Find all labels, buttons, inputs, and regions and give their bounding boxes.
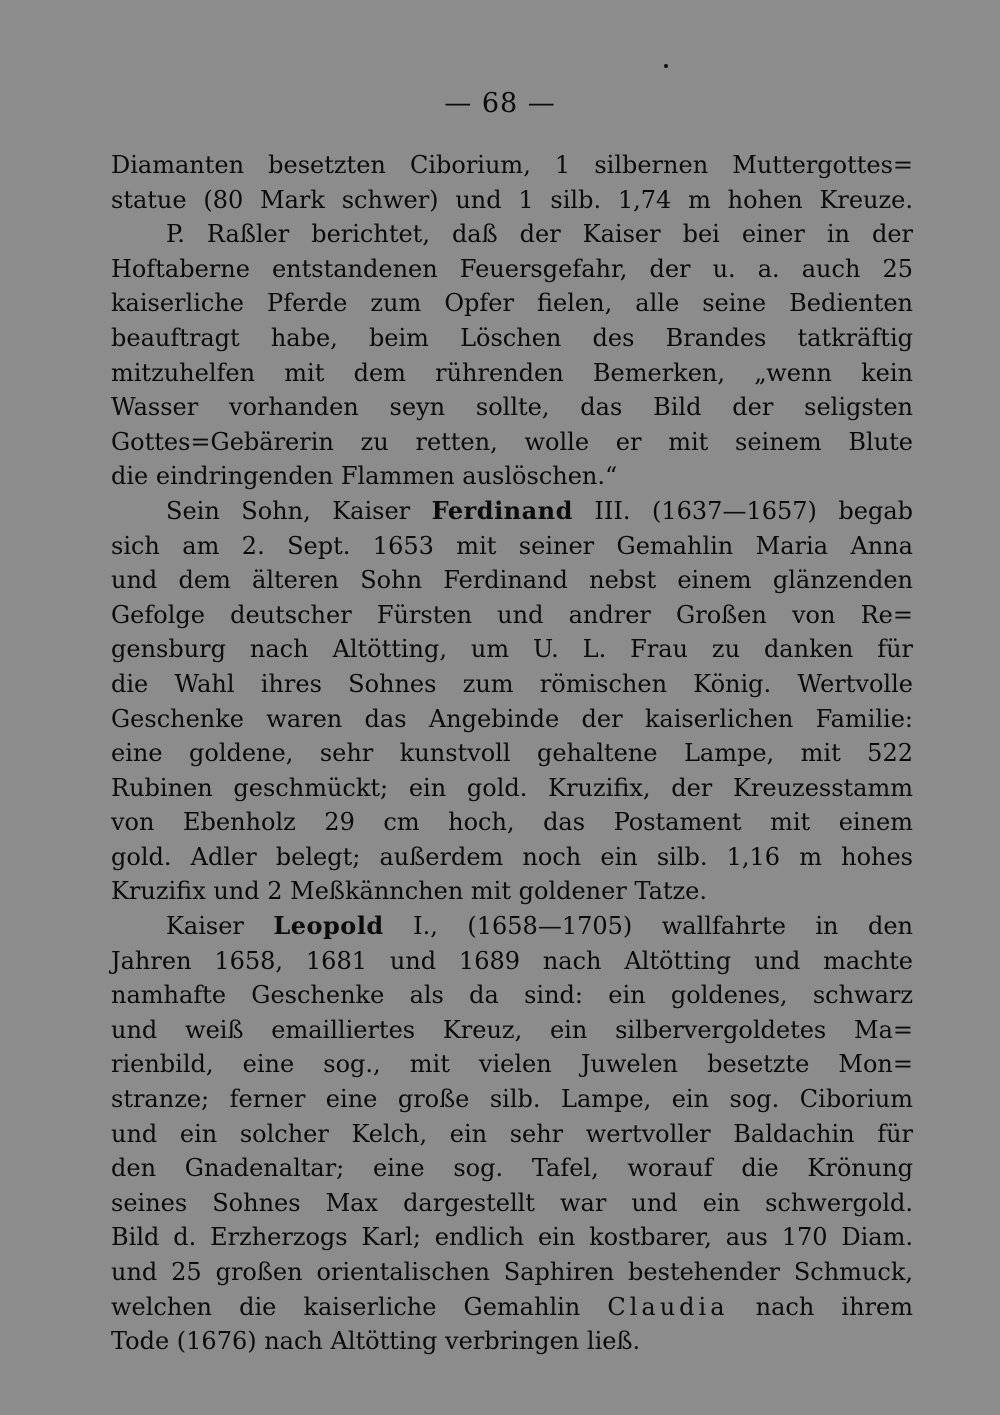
print-speck — [664, 64, 668, 68]
text-line: und dem älteren Sohn Ferdinand nebst einem glänzenden — [111, 566, 913, 595]
text-line: beauftragt habe, beim Löschen des Brandes tatkräftig — [111, 323, 913, 352]
page-number: — 68 — — [444, 88, 556, 119]
text-segment: III. (1637—1657) begab — [572, 496, 913, 525]
text-line: Jahren 1658, 1681 und 1689 nach Altötting und machte — [111, 946, 913, 975]
text-line: sich am 2. Sept. 1653 mit seiner Gemahlin Maria Anna — [111, 531, 913, 560]
text-line: den Gnadenaltar; eine sog. Tafel, worauf die Krönung — [111, 1154, 913, 1183]
text-line: Geschenke waren das Angebinde der kaiserlichen Familie: — [111, 704, 913, 733]
text-line: und ein solcher Kelch, ein sehr wertvoller Baldachin für — [111, 1119, 913, 1148]
text-segment: I., (1658—1705) wallfahrte in den — [383, 912, 913, 941]
text-line: Gottes=Gebärerin zu retten, wolle er mit seinem Blute — [111, 427, 913, 456]
text-line: kaiserliche Pferde zum Opfer fielen, alle seine Bedienten — [111, 289, 913, 318]
body-text — [111, 148, 913, 1359]
text-line: stranze; ferner eine große silb. Lampe, ein sog. Ciborium — [111, 1085, 913, 1114]
text-line: die Wahl ihres Sohnes zum römischen König. Wertvolle — [111, 669, 913, 698]
text-line — [111, 909, 913, 944]
text-line: statue (80 Mark schwer) und 1 silb. 1,74 m hohen Kreuze. — [111, 185, 913, 214]
text-line: Tode (1676) nach Altötting verbringen ließ. — [111, 1327, 641, 1356]
text-line: Gefolge deutscher Fürsten und andrer Großen von Re= — [111, 600, 913, 629]
text-line: namhafte Geschenke als da sind: ein goldenes, schwarz — [111, 981, 913, 1010]
text-line: mitzuhelfen mit dem rührenden Bemerken, „wenn kein — [111, 358, 913, 387]
text-segment: nach ihrem — [728, 1292, 913, 1321]
text-line: und weiß emailliertes Kreuz, ein silbervergoldetes Ma= — [111, 1015, 913, 1044]
text-line: gold. Adler belegt; außerdem noch ein silb. 1,16 m hohes — [111, 842, 913, 871]
text-segment: welchen die kaiserliche Gemahlin — [111, 1292, 608, 1321]
text-line: Rubinen geschmückt; ein gold. Kruzifix, der Kreuzesstamm — [111, 773, 913, 802]
text-line: rienbild, eine sog., mit vielen Juwelen besetzte Mon= — [111, 1050, 913, 1079]
text-line — [111, 1290, 913, 1325]
text-line: gensburg nach Altötting, um U. L. Frau zu danken für — [111, 635, 913, 664]
text-line: die eindringenden Flammen auslöschen.“ — [111, 462, 618, 491]
emperor-name-ferdinand: Ferdinand — [431, 495, 573, 525]
text-segment: Kaiser — [166, 912, 274, 941]
text-line: seines Sohnes Max dargestellt war und ein schwergold. — [111, 1188, 913, 1217]
empress-name-claudia: Claudia — [607, 1292, 729, 1321]
text-line: P. Raßler berichtet, daß der Kaiser bei einer in der — [166, 220, 913, 249]
text-line: eine goldene, sehr kunstvoll gehaltene Lampe, mit 522 — [111, 739, 913, 768]
text-line: Kruzifix und 2 Meßkännchen mit goldener Tatze. — [111, 877, 708, 906]
text-line: von Ebenholz 29 cm hoch, das Postament mit einem — [111, 808, 913, 837]
text-line: Hoftaberne entstandenen Feuersgefahr, der u. a. auch 25 — [111, 254, 913, 283]
text-line: Bild d. Erzherzogs Karl; endlich ein kostbarer, aus 170 Diam. — [111, 1223, 913, 1252]
text-segment: Sein Sohn, Kaiser — [166, 496, 432, 525]
text-line: und 25 großen orientalischen Saphiren bestehender Schmuck, — [111, 1258, 913, 1286]
text-line: Wasser vorhanden seyn sollte, das Bild der seligsten — [111, 393, 913, 422]
text-line — [111, 494, 913, 529]
emperor-name-leopold: Leopold — [273, 911, 384, 941]
text-line: Diamanten besetzten Ciborium, 1 silbernen Muttergottes= — [111, 151, 913, 179]
